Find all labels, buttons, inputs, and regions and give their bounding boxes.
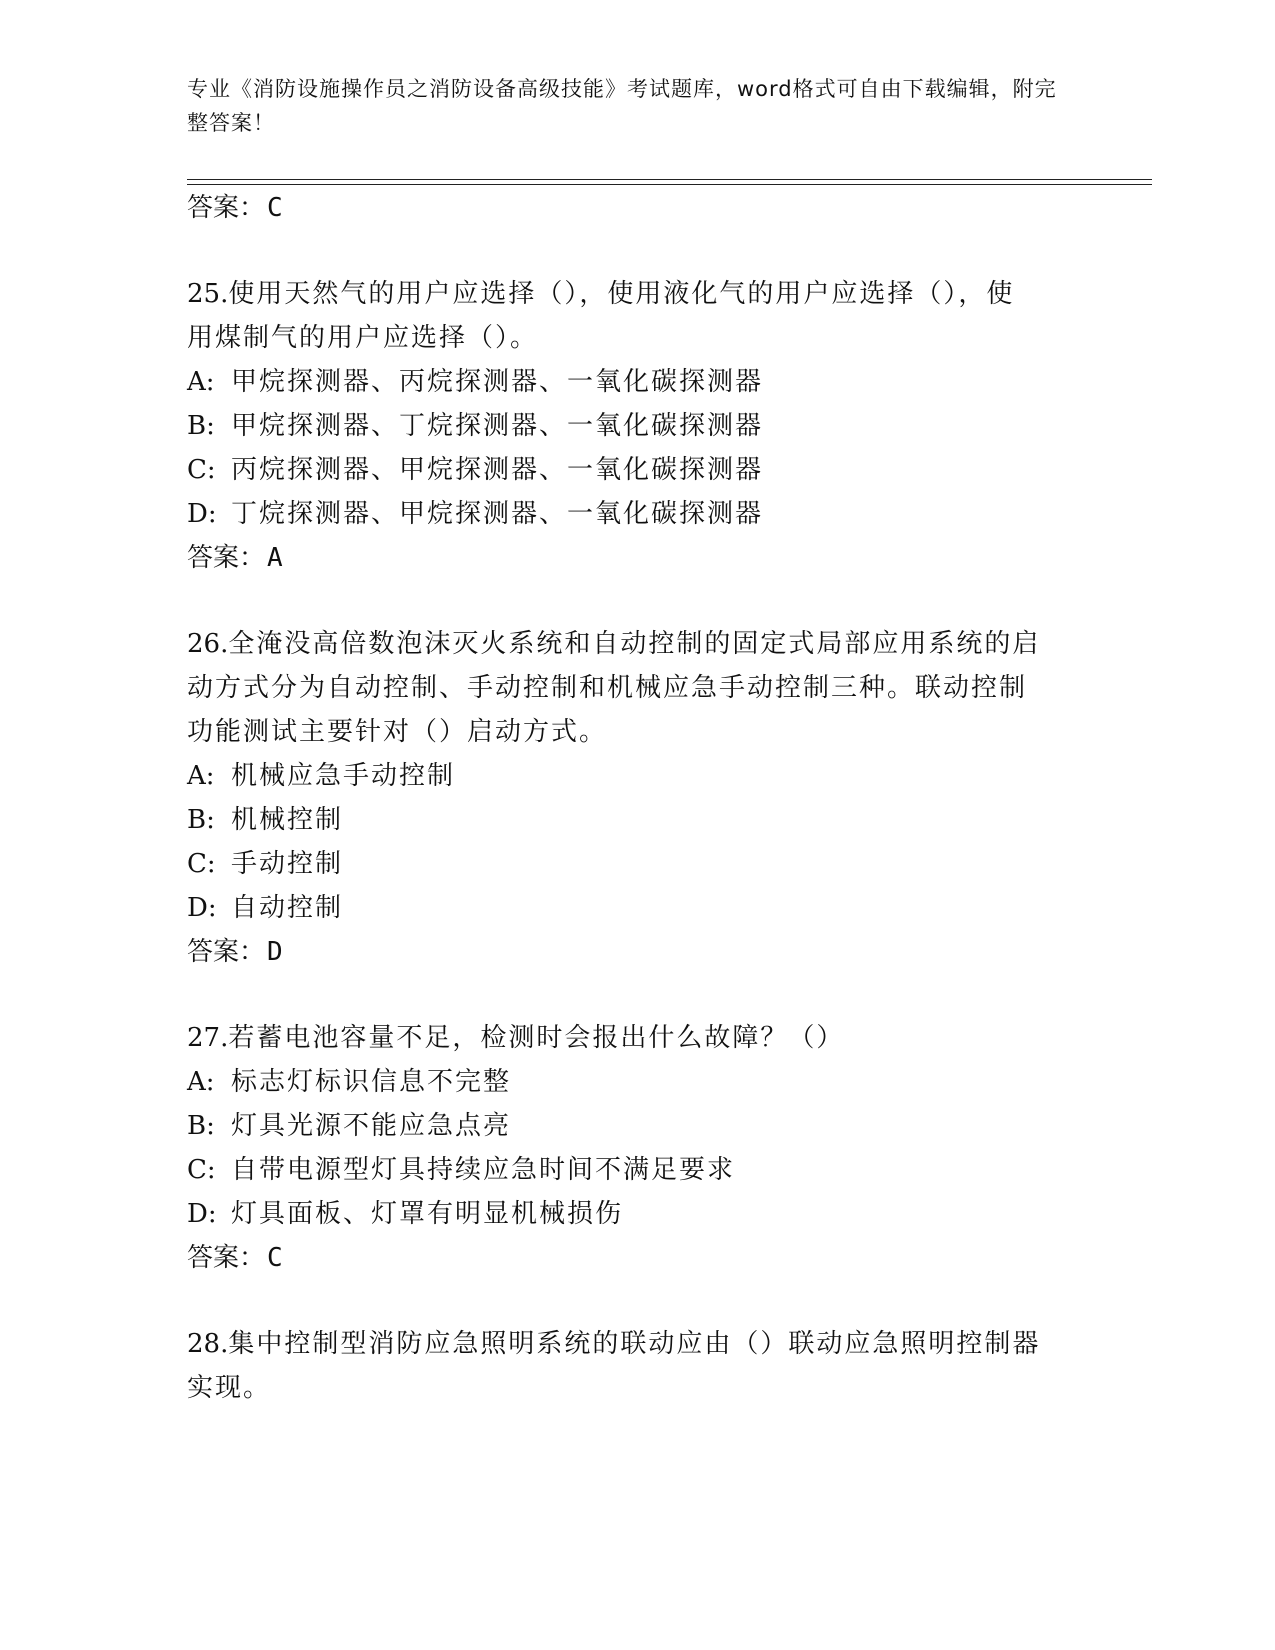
question-26-line-1 [187, 626, 1040, 662]
option-b [187, 802, 343, 838]
question-number: 28. [187, 1329, 229, 1359]
option-text: 自带电源型灯具持续应急时间不满足要求 [231, 1155, 736, 1185]
option-text: 灯具面板、灯罩有明显机械损伤 [231, 1199, 624, 1229]
question-text: 集中控制型消防应急照明系统的联动应由（）联动应急照明控制器 [228, 1329, 1041, 1359]
option-a [187, 364, 763, 400]
question-25-line-2: 用煤制气的用户应选择（）。 [187, 323, 539, 353]
question-number: 25. [187, 279, 229, 309]
header-divider-top [187, 179, 1152, 180]
question-number: 27. [187, 1023, 229, 1053]
answer-label: 答案： [187, 543, 266, 573]
question-27-answer [187, 1240, 284, 1276]
answer-value: A [267, 543, 284, 573]
document-header: 专业《消防设施操作员之消防设备高级技能》考试题库，word格式可自由下载编辑，附完整答案！ [187, 77, 1057, 135]
option-a [187, 758, 455, 794]
option-a [187, 1064, 511, 1100]
question-26-line-3: 功能测试主要针对（）启动方式。 [187, 717, 608, 747]
answer-value: C [267, 193, 284, 223]
option-key: C: [187, 1155, 216, 1185]
option-key: D: [187, 893, 217, 923]
option-key: A: [187, 761, 215, 791]
option-c [187, 1152, 735, 1188]
answer-label: 答案： [187, 937, 266, 967]
question-text: 若蓄电池容量不足，检测时会报出什么故障？（） [228, 1023, 845, 1053]
question-26-line-2: 动方式分为自动控制、手动控制和机械应急手动控制三种。联动控制 [187, 673, 1028, 703]
option-key: A: [187, 367, 215, 397]
option-key: D: [187, 499, 217, 529]
question-text: 全淹没高倍数泡沫灭火系统和自动控制的固定式局部应用系统的启 [228, 629, 1041, 659]
option-d [187, 890, 343, 926]
answer-value: C [267, 1243, 284, 1273]
option-text: 自动控制 [231, 893, 344, 923]
question-27-line-1 [187, 1020, 844, 1056]
answer-value: D [267, 937, 284, 967]
header-divider-bottom [187, 184, 1152, 185]
option-b [187, 1108, 511, 1144]
option-key: A: [187, 1067, 215, 1097]
option-text: 灯具光源不能应急点亮 [231, 1111, 512, 1141]
option-b [187, 408, 763, 444]
option-key: B: [187, 1111, 215, 1141]
option-key: C: [187, 849, 216, 879]
option-text: 甲烷探测器、丁烷探测器、一氧化碳探测器 [231, 411, 764, 441]
option-c [187, 452, 763, 488]
option-d [187, 496, 763, 532]
question-text: 使用天然气的用户应选择（），使用液化气的用户应选择（），使 [228, 279, 1015, 309]
question-25-line-1 [187, 276, 1014, 312]
option-text: 甲烷探测器、丙烷探测器、一氧化碳探测器 [231, 367, 764, 397]
option-text: 丙烷探测器、甲烷探测器、一氧化碳探测器 [231, 455, 764, 485]
prev-answer [187, 190, 284, 226]
option-text: 手动控制 [231, 849, 344, 879]
option-text: 机械控制 [231, 805, 344, 835]
question-28-line-2: 实现。 [187, 1373, 272, 1403]
answer-label: 答案： [187, 1243, 266, 1273]
question-number: 26. [187, 629, 229, 659]
option-c [187, 846, 343, 882]
option-text: 标志灯标识信息不完整 [231, 1067, 512, 1097]
option-key: B: [187, 805, 215, 835]
option-text: 机械应急手动控制 [231, 761, 456, 791]
option-key: B: [187, 411, 215, 441]
option-key: C: [187, 455, 216, 485]
answer-label: 答案： [187, 193, 266, 223]
option-key: D: [187, 1199, 217, 1229]
option-text: 丁烷探测器、甲烷探测器、一氧化碳探测器 [231, 499, 764, 529]
question-26-answer [187, 934, 284, 970]
question-25-answer [187, 540, 284, 576]
option-d [187, 1196, 623, 1232]
question-28-line-1 [187, 1326, 1040, 1362]
